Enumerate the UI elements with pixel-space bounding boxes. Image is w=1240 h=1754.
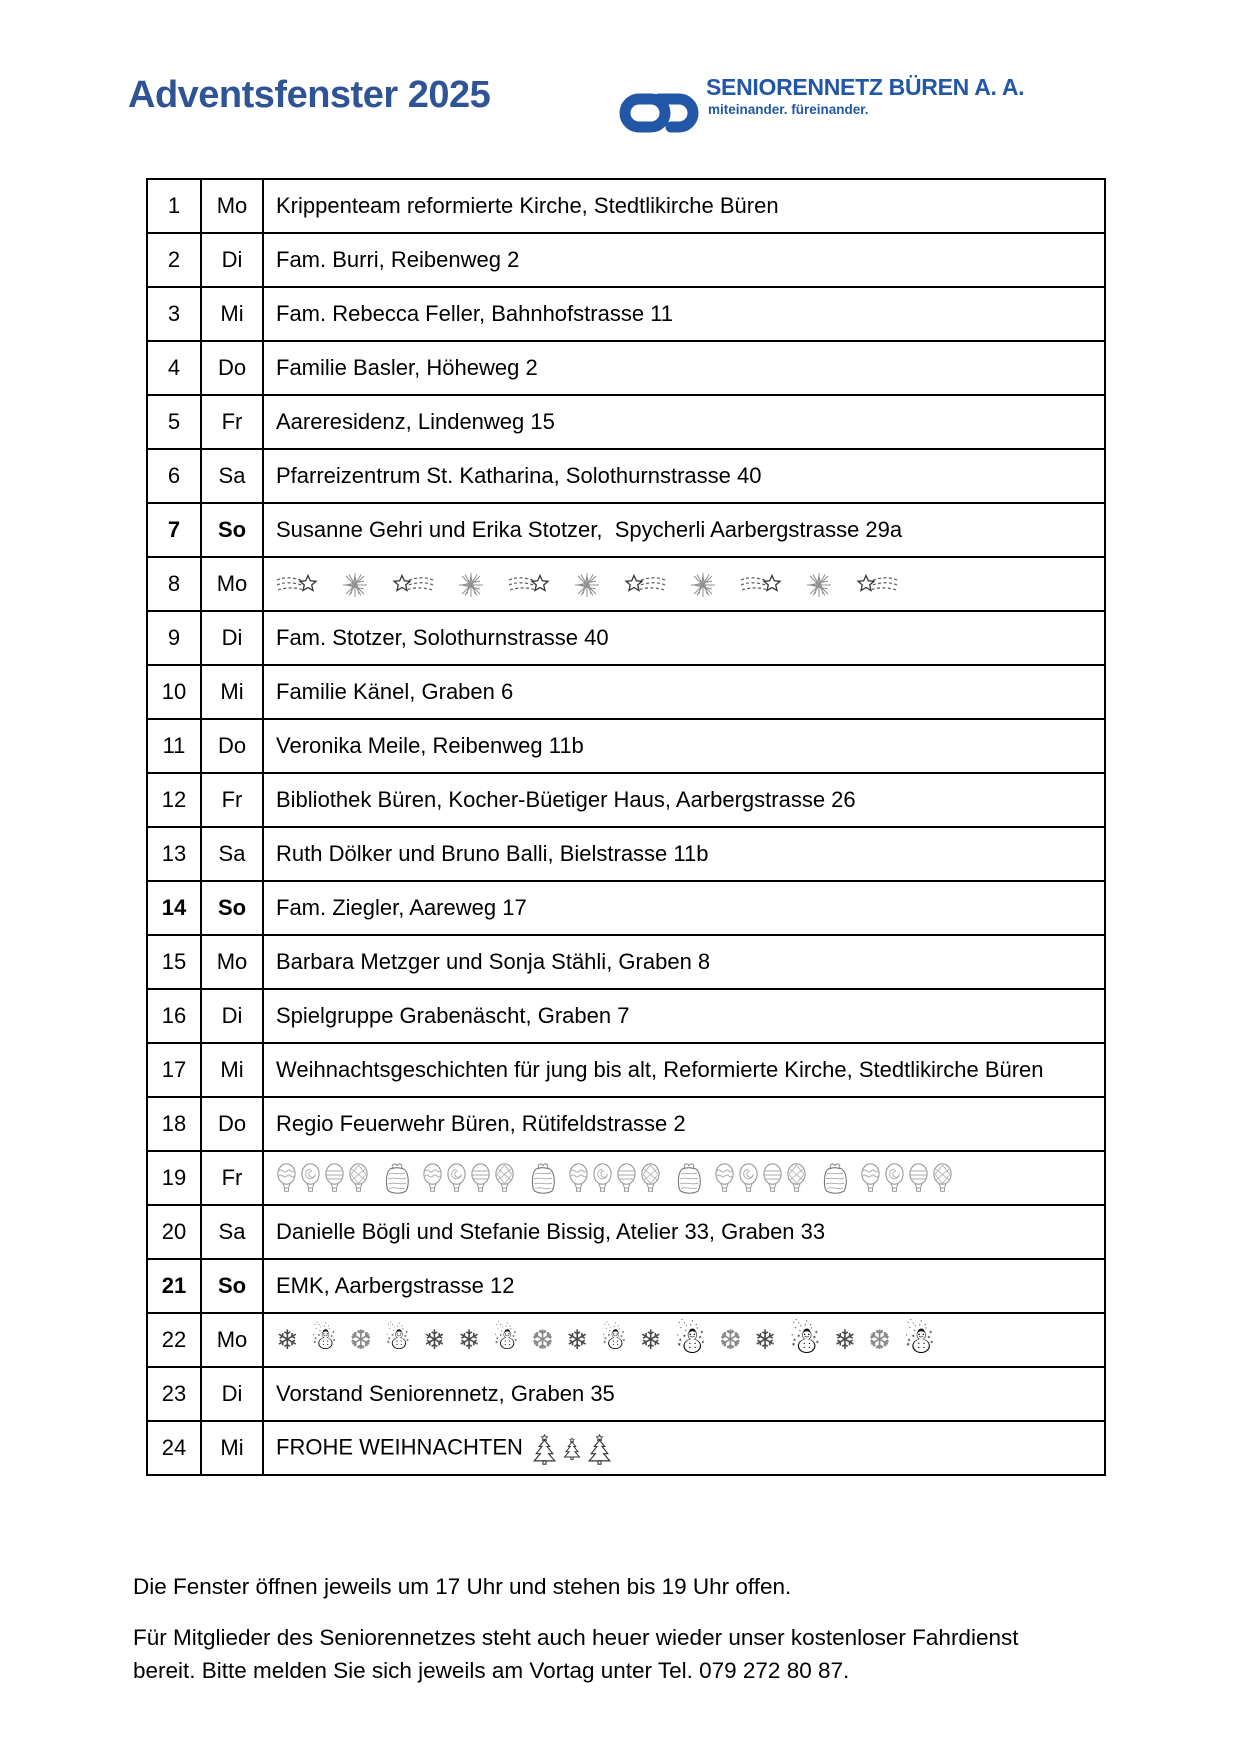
shooting-star-icon: [276, 573, 318, 597]
entry-cell: Susanne Gehri und Erika Stotzer, Spycherli Aarbergstrasse 29a: [263, 503, 1105, 557]
day-number-cell: 23: [147, 1367, 201, 1421]
weekday-cell: Sa: [201, 449, 263, 503]
footer-fahrdienst-note: Für Mitglieder des Seniorennetzes steht auch heuer wieder unser kostenloser Fahrdienst bereit. Bitte melden Sie sich jeweils am Vortag unter Tel. 079 272 80 87.: [133, 1625, 1019, 1683]
entry-cell: Fam. Ziegler, Aareweg 17: [263, 881, 1105, 935]
table-row: [147, 233, 1105, 287]
day-number-cell: 11: [147, 719, 201, 773]
snowflake-icon: ❄: [276, 1324, 299, 1356]
entry-cell: Fam. Burri, Reibenweg 2: [263, 233, 1105, 287]
table-row: [147, 881, 1105, 935]
entry-cell: Veronika Meile, Reibenweg 11b: [263, 719, 1105, 773]
page-title: Adventsfenster 2025: [128, 74, 491, 116]
day-number-cell: 5: [147, 395, 201, 449]
ornament-wavy-icon: [422, 1163, 443, 1193]
starburst-icon: [458, 572, 484, 598]
table-row: [147, 395, 1105, 449]
weekday-cell: So: [201, 881, 263, 935]
day-number-cell: 17: [147, 1043, 201, 1097]
shooting-star-flipped-icon: [392, 573, 434, 597]
snowman-icon: ☃: [492, 1322, 520, 1357]
table-row: [147, 1259, 1105, 1313]
weekday-cell: So: [201, 1259, 263, 1313]
snowman-lg-icon: ☃: [674, 1318, 708, 1362]
advent-calendar-table: [146, 178, 1106, 1476]
snowflake-icon: ❄: [639, 1324, 662, 1356]
ornament-wavy-icon: [568, 1163, 589, 1193]
weekday-cell: Do: [201, 719, 263, 773]
entry-cell: Krippenteam reformierte Kirche, Stedtlikirche Büren: [263, 179, 1105, 233]
day-number-cell: 14: [147, 881, 201, 935]
table-row: [147, 1205, 1105, 1259]
ornament-stripes-icon: [762, 1163, 783, 1193]
table-row: [147, 179, 1105, 233]
weekday-cell: Sa: [201, 827, 263, 881]
gift-icon: [382, 1161, 412, 1195]
ornament-spiral-icon: [592, 1163, 613, 1193]
table-row: [147, 773, 1105, 827]
day-number-cell: 9: [147, 611, 201, 665]
day-number-cell: 10: [147, 665, 201, 719]
header: [128, 74, 1118, 117]
footer: [133, 1570, 1083, 1687]
snowman-lg-icon: ☃: [788, 1318, 822, 1362]
ornament-spiral-icon: [446, 1163, 467, 1193]
snowman-lg-icon: ☃: [902, 1318, 937, 1362]
table-row: [147, 1367, 1105, 1421]
day-number-cell: 12: [147, 773, 201, 827]
shooting-star-icon: [740, 573, 782, 597]
table-row: [147, 827, 1105, 881]
entry-cell: Ruth Dölker und Bruno Balli, Bielstrasse 11b: [263, 827, 1105, 881]
day-number-cell: 24: [147, 1421, 201, 1475]
gift-icon: [674, 1161, 704, 1195]
day-number-cell: 4: [147, 341, 201, 395]
ornament-stripes-icon: [616, 1163, 637, 1193]
entry-cell: Weihnachtsgeschichten für jung bis alt, Reformierte Kirche, Stedtlikirche Büren: [263, 1043, 1105, 1097]
starburst-icon: [342, 572, 368, 598]
weekday-cell: Di: [201, 611, 263, 665]
day-number-cell: 19: [147, 1151, 201, 1205]
weekday-cell: Fr: [201, 773, 263, 827]
chain-links-icon: [618, 86, 700, 143]
ornament-stripes-icon: [908, 1163, 929, 1193]
ornament-diamond-icon: [932, 1163, 953, 1193]
entry-cell: Familie Känel, Graben 6: [263, 665, 1105, 719]
snowman-icon: ☃: [600, 1322, 628, 1357]
entry-cell: Spielgruppe Grabenäscht, Graben 7: [263, 989, 1105, 1043]
day-number-cell: 13: [147, 827, 201, 881]
entry-cell: Regio Feuerwehr Büren, Rütifeldstrasse 2: [263, 1097, 1105, 1151]
shooting-star-flipped-icon: [624, 573, 666, 597]
ornament-diamond-icon: [348, 1163, 369, 1193]
ornament-stripes-icon: [470, 1163, 491, 1193]
entry-cell: EMK, Aarbergstrasse 12: [263, 1259, 1105, 1313]
tree-icon: [532, 1432, 557, 1465]
table-row: [147, 1151, 1105, 1205]
starburst-icon: [690, 572, 716, 598]
ornament-diamond-icon: [786, 1163, 807, 1193]
day-number-cell: 6: [147, 449, 201, 503]
snowflake-alt-icon: ❆: [531, 1324, 554, 1356]
table-row: [147, 665, 1105, 719]
weekday-cell: Mi: [201, 665, 263, 719]
starburst-icon: [806, 572, 832, 598]
ornament-wavy-icon: [860, 1163, 881, 1193]
table-row: [147, 1043, 1105, 1097]
gift-icon: [528, 1161, 558, 1195]
day-number-cell: 7: [147, 503, 201, 557]
weekday-cell: Fr: [201, 395, 263, 449]
entry-cell: Danielle Bögli und Stefanie Bissig, Atelier 33, Graben 33: [263, 1205, 1105, 1259]
logo-name: SENIORENNETZ BÜREN A. A.: [706, 74, 1025, 100]
day-number-cell: 18: [147, 1097, 201, 1151]
weekday-cell: Mo: [201, 557, 263, 611]
table-row: [147, 449, 1105, 503]
snowflake-icon: ❄: [457, 1324, 481, 1356]
shooting-star-icon: [508, 573, 550, 597]
entry-cell: FROHE WEIHNACHTEN: [263, 1421, 1105, 1475]
table-row: [147, 557, 1105, 611]
table-row: [147, 1421, 1105, 1475]
weekday-cell: Di: [201, 233, 263, 287]
entry-cell: [263, 557, 1105, 611]
table-row: [147, 1097, 1105, 1151]
entry-cell: Fam. Stotzer, Solothurnstrasse 40: [263, 611, 1105, 665]
snowflake-icon: ❄: [423, 1324, 446, 1356]
logo-tagline: miteinander. füreinander.: [708, 102, 869, 117]
weekday-cell: Mo: [201, 179, 263, 233]
ornament-diamond-icon: [494, 1163, 515, 1193]
day-number-cell: 21: [147, 1259, 201, 1313]
weekday-cell: Di: [201, 1367, 263, 1421]
starburst-icon: [574, 572, 600, 598]
weekday-cell: Fr: [201, 1151, 263, 1205]
entry-cell: [263, 1313, 1105, 1367]
entry-cell: Barbara Metzger und Sonja Stähli, Graben 8: [263, 935, 1105, 989]
table-row: [147, 1313, 1105, 1367]
table-row: [147, 719, 1105, 773]
table-row: [147, 989, 1105, 1043]
entry-cell: Aareresidenz, Lindenweg 15: [263, 395, 1105, 449]
weekday-cell: Do: [201, 1097, 263, 1151]
weekday-cell: Sa: [201, 1205, 263, 1259]
entry-cell: Pfarreizentrum St. Katharina, Solothurnstrasse 40: [263, 449, 1105, 503]
snowflake-alt-icon: ❆: [719, 1324, 742, 1356]
weekday-cell: Di: [201, 989, 263, 1043]
table-row: [147, 611, 1105, 665]
ornament-stripes-icon: [324, 1163, 345, 1193]
day-number-cell: 3: [147, 287, 201, 341]
day-number-cell: 20: [147, 1205, 201, 1259]
footer-opening-hours: Die Fenster öffnen jeweils um 17 Uhr und stehen bis 19 Uhr offen.: [133, 1574, 792, 1599]
weekday-cell: Mi: [201, 1421, 263, 1475]
calendar-table-body: [147, 179, 1105, 1475]
weekday-cell: So: [201, 503, 263, 557]
snowflake-icon: ❄: [833, 1324, 857, 1356]
snowflake-alt-icon: ❆: [868, 1324, 891, 1356]
entry-cell: [263, 1151, 1105, 1205]
entry-cell: Bibliothek Büren, Kocher-Büetiger Haus, Aarbergstrasse 26: [263, 773, 1105, 827]
snowflake-icon: ❄: [753, 1324, 777, 1356]
ornament-diamond-icon: [640, 1163, 661, 1193]
entry-cell: Vorstand Seniorennetz, Graben 35: [263, 1367, 1105, 1421]
day-number-cell: 15: [147, 935, 201, 989]
table-row: [147, 287, 1105, 341]
weekday-cell: Mo: [201, 1313, 263, 1367]
ornament-wavy-icon: [714, 1163, 735, 1193]
snowflake-alt-icon: ❆: [349, 1324, 373, 1356]
tree-icon: [587, 1432, 612, 1465]
logo-text: [706, 74, 1024, 117]
ornament-spiral-icon: [300, 1163, 321, 1193]
table-row: [147, 503, 1105, 557]
ornament-wavy-icon: [276, 1163, 297, 1193]
day-number-cell: 16: [147, 989, 201, 1043]
weekday-cell: Do: [201, 341, 263, 395]
weekday-cell: Mi: [201, 287, 263, 341]
day-number-cell: 2: [147, 233, 201, 287]
entry-cell: Fam. Rebecca Feller, Bahnhofstrasse 11: [263, 287, 1105, 341]
gift-icon: [820, 1161, 850, 1195]
snowman-icon: ☃: [310, 1322, 338, 1357]
ornament-spiral-icon: [884, 1163, 905, 1193]
day-number-cell: 8: [147, 557, 201, 611]
day-number-cell: 22: [147, 1313, 201, 1367]
weekday-cell: Mi: [201, 1043, 263, 1097]
day-number-cell: 1: [147, 179, 201, 233]
table-row: [147, 935, 1105, 989]
weekday-cell: Mo: [201, 935, 263, 989]
entry-cell: Familie Basler, Höheweg 2: [263, 341, 1105, 395]
table-row: [147, 341, 1105, 395]
tree-small-icon: [563, 1436, 581, 1460]
snowflake-icon: ❄: [565, 1324, 589, 1356]
snowman-icon: ☃: [384, 1322, 412, 1357]
ornament-spiral-icon: [738, 1163, 759, 1193]
shooting-star-flipped-icon: [856, 573, 898, 597]
